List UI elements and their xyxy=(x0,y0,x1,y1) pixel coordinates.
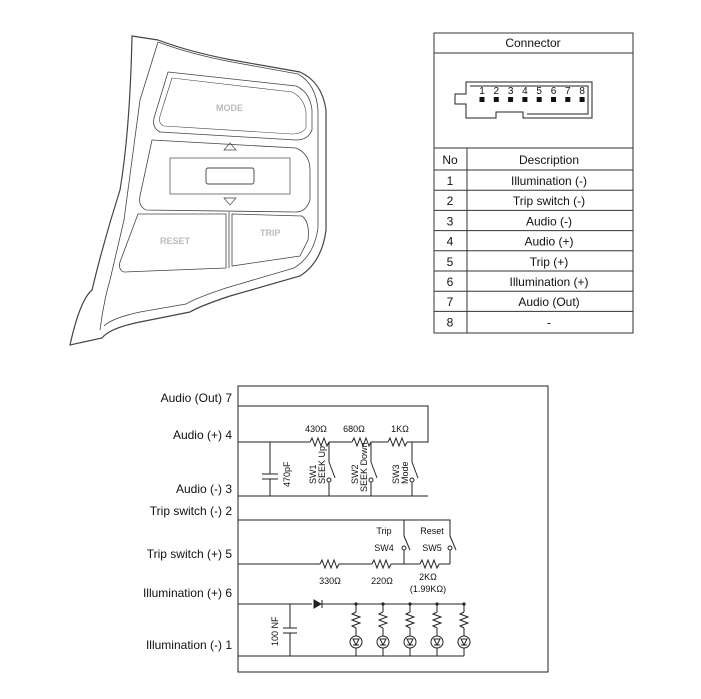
label-audio-out: Audio (Out) 7 xyxy=(160,391,232,405)
label-illum-minus: Illumination (-) 1 xyxy=(145,638,232,652)
schematic xyxy=(143,386,548,672)
sw4-name: Trip xyxy=(376,526,392,536)
led-branch xyxy=(350,602,362,656)
sw1-switch xyxy=(329,462,335,478)
resistor-430 xyxy=(310,438,329,446)
led-branch xyxy=(458,602,470,656)
led-branch xyxy=(404,602,416,656)
table-rows xyxy=(434,170,633,329)
seek-rocker[interactable] xyxy=(140,140,310,212)
led-icon xyxy=(404,636,416,648)
diode-icon xyxy=(314,600,321,608)
reset-button-label: RESET xyxy=(160,236,191,246)
connector-pins xyxy=(479,86,585,102)
resistor-330-label: 330Ω xyxy=(319,576,341,586)
table-row xyxy=(447,235,574,249)
connector-pin xyxy=(580,97,585,102)
resistor-430-label: 430Ω xyxy=(305,424,327,434)
connector-pin xyxy=(565,97,570,102)
connector-table xyxy=(434,33,633,333)
led-resistor xyxy=(460,612,468,628)
row-no: 1 xyxy=(446,174,454,188)
row-description: Trip switch (-) xyxy=(512,194,586,209)
resistor-220 xyxy=(372,560,391,568)
led-resistor xyxy=(406,612,414,628)
sw3-switch xyxy=(412,462,418,478)
connector-pin-number: 3 xyxy=(507,86,514,97)
connector-pin xyxy=(494,97,499,102)
led-resistor xyxy=(352,612,360,628)
label-trip-minus: Trip switch (-) 2 xyxy=(149,504,232,518)
header-description: Description xyxy=(518,153,580,167)
resistor-330 xyxy=(320,560,339,568)
junction-dot xyxy=(435,602,438,605)
sw1-name: SEEK Up xyxy=(317,445,327,484)
connector-pin xyxy=(508,97,513,102)
connector-pin-number: 4 xyxy=(522,86,528,97)
sw5-switch xyxy=(450,536,456,550)
led-icon xyxy=(377,636,389,648)
seek-rocker-grip xyxy=(206,168,254,184)
resistor-680-label: 680Ω xyxy=(343,424,365,434)
led-branch xyxy=(377,602,389,656)
connector-pin-number: 1 xyxy=(479,86,485,97)
row-description: Illumination (-) xyxy=(510,174,588,188)
connector-pin-number: 7 xyxy=(565,86,571,97)
sw4-label: SW4 xyxy=(374,543,394,553)
row-no: 2 xyxy=(446,194,454,209)
row-description: Audio (Out) xyxy=(518,295,580,310)
row-no: 7 xyxy=(446,295,454,310)
row-no: 6 xyxy=(446,275,454,289)
sw2-switch xyxy=(371,462,377,478)
connector-pin xyxy=(480,97,485,102)
mode-button-label: MODE xyxy=(216,103,243,113)
capacitor-470pf-label: 470pF xyxy=(282,461,292,487)
led-resistor xyxy=(433,612,441,628)
resistor-2k-label: 2KΩ xyxy=(419,572,437,582)
label-illum-plus: Illumination (+) 6 xyxy=(142,586,232,600)
trip-button[interactable] xyxy=(232,214,308,266)
sw2-label: SW2 xyxy=(350,464,360,484)
label-audio-minus: Audio (-) 3 xyxy=(175,482,232,496)
sw1-label: SW1 xyxy=(308,464,318,484)
label-trip-plus: Trip switch (+) 5 xyxy=(146,547,232,561)
resistor-2k-alt-label: (1.99KΩ) xyxy=(409,584,447,594)
connector-title: Connector xyxy=(505,36,561,50)
row-description: Audio (+) xyxy=(524,234,574,249)
connector-pin xyxy=(537,97,542,102)
table-row xyxy=(447,174,587,188)
connector-pin-number: 8 xyxy=(579,86,585,97)
row-no: 5 xyxy=(446,254,454,269)
connector-pin-number: 6 xyxy=(550,86,557,97)
sw3-label: SW3 xyxy=(391,464,401,484)
table-row xyxy=(447,275,589,289)
sw2-name: SEEK Down xyxy=(359,442,369,492)
steering-switch-illustration xyxy=(70,36,326,345)
connector-pin xyxy=(522,97,527,102)
table-row xyxy=(447,315,551,329)
led-icon xyxy=(431,636,443,648)
row-description: - xyxy=(547,315,551,330)
row-no: 4 xyxy=(446,234,454,249)
seek-down-arrow-icon xyxy=(224,198,236,205)
header-no: No xyxy=(442,153,458,167)
resistor-1k xyxy=(388,438,407,446)
row-description: Audio (-) xyxy=(525,214,573,229)
junction-dot xyxy=(354,602,357,605)
connector-pin xyxy=(551,97,556,102)
label-audio-plus: Audio (+) 4 xyxy=(172,428,232,442)
led-icon xyxy=(350,636,362,648)
resistor-2k xyxy=(420,560,439,568)
junction-dot xyxy=(381,602,384,605)
row-description: Trip (+) xyxy=(529,254,569,269)
connector-pin-number: 2 xyxy=(493,86,500,97)
trip-button-label: TRIP xyxy=(260,228,281,238)
led-resistor xyxy=(379,612,387,628)
sw4-switch xyxy=(404,536,410,550)
sw5-name: Reset xyxy=(420,526,444,536)
led-branch xyxy=(431,602,443,656)
led-array xyxy=(350,602,470,656)
row-description: Illumination (+) xyxy=(509,275,589,289)
row-no: 3 xyxy=(446,214,454,229)
sw5-label: SW5 xyxy=(422,543,442,553)
seek-rocker-inner xyxy=(170,158,290,194)
resistor-1k-label: 1KΩ xyxy=(391,424,409,434)
junction-dot xyxy=(462,602,465,605)
table-row xyxy=(447,255,569,269)
trip-minus-wire xyxy=(238,520,450,536)
junction-dot xyxy=(408,602,411,605)
switch-face-edge xyxy=(100,42,158,330)
resistor-220-label: 220Ω xyxy=(371,576,393,586)
row-no: 8 xyxy=(446,315,454,330)
connector-pin-number: 5 xyxy=(536,86,542,97)
capacitor-100nf-label: 100 NF xyxy=(270,616,280,646)
table-row xyxy=(447,214,572,228)
led-icon xyxy=(458,636,470,648)
sw3-name: Mode xyxy=(400,461,410,484)
connector-pinout-icon xyxy=(455,82,592,118)
